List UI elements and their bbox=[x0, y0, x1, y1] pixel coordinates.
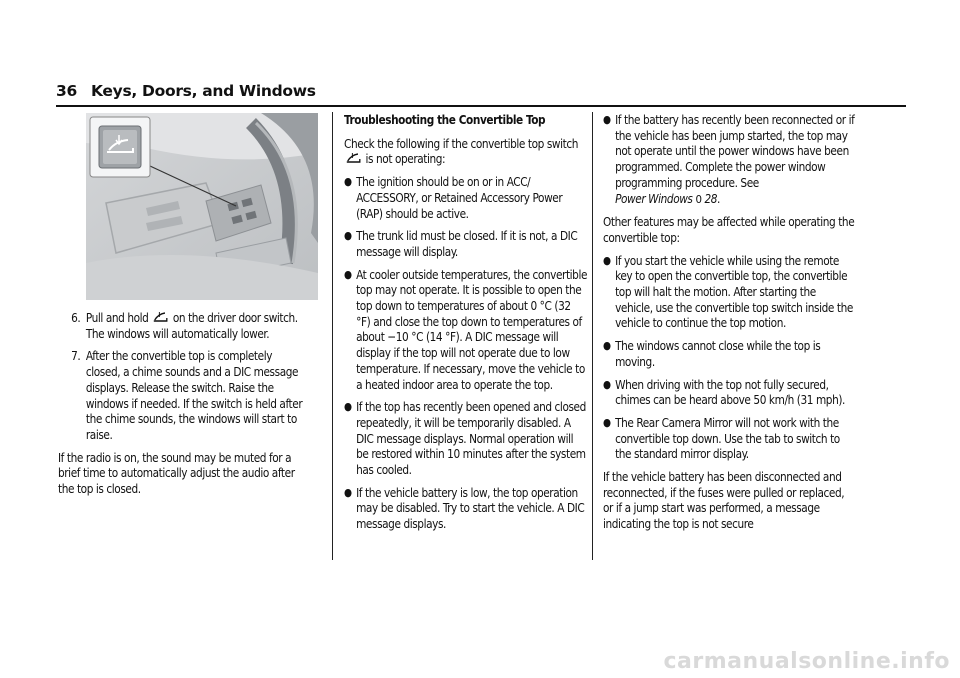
closing-paragraph: If the vehicle battery has been disconnected and reconnected, if the fuses were pulled or replaced, or if a jump start was performed, a message indicating the top is not secure bbox=[603, 469, 845, 532]
step-number: 7. bbox=[71, 348, 81, 364]
intro-text-before: Check the following if the convertible top switch bbox=[344, 135, 578, 151]
step-number: 6. bbox=[71, 310, 81, 325]
column-divider-left bbox=[332, 112, 333, 560]
header-rule bbox=[56, 105, 906, 107]
page-number: 36 bbox=[56, 82, 77, 100]
bullet-icon: ● bbox=[603, 339, 611, 353]
bullet-text: The windows cannot close while the top is moving. bbox=[615, 338, 821, 369]
bullet-icon: ● bbox=[603, 113, 611, 126]
bullet-item bbox=[344, 228, 588, 259]
intro-text-after: is not operating: bbox=[365, 151, 446, 167]
bullet-icon: ● bbox=[344, 400, 352, 414]
page-header bbox=[56, 82, 316, 100]
right-column bbox=[603, 112, 856, 539]
watermark: carmanualsonline.info bbox=[663, 649, 950, 674]
step-7 bbox=[58, 348, 305, 442]
convertible-top-icon bbox=[346, 152, 361, 164]
bullet-icon: ● bbox=[603, 415, 611, 429]
power-windows-link[interactable]: Power Windows bbox=[615, 190, 693, 206]
radio-note: If the radio is on, the sound may be muted for a brief time to automatically adjust the audio after the top is closed. bbox=[58, 449, 295, 497]
bullet-item bbox=[344, 267, 588, 393]
bullet-icon: ● bbox=[603, 377, 611, 391]
page-ref-arrow-icon: 0 bbox=[695, 192, 702, 206]
door-switch-illustration bbox=[86, 113, 318, 300]
bullet-text: If the top has recently been opened and closed repeatedly, it will be temporarily disabled. A DIC message displays. Normal operation will be restored within 10 minutes after the system has cooled. bbox=[356, 399, 586, 478]
bullet-item bbox=[603, 415, 856, 462]
page-ref-number[interactable]: 28 bbox=[704, 190, 718, 206]
bullet-icon: ● bbox=[344, 175, 352, 189]
bullet-text: If the battery has recently been reconnected or if the vehicle has been jump started, the top may not operate until the power windows have been programmed. Complete the power window programming procedure. See bbox=[615, 112, 855, 190]
bullet-icon: ● bbox=[344, 267, 352, 281]
bullet-item bbox=[344, 399, 588, 478]
troubleshooting-heading: Troubleshooting the Convertible Top bbox=[344, 112, 546, 127]
middle-column bbox=[344, 112, 588, 539]
bullet-item bbox=[344, 174, 588, 221]
bullet-text: At cooler outside temperatures, the convertible top may not operate. It is possible to open the top down to temperatures of about 0 °C (32 °F) and close the top down to temperatures of about −10 °C (14 °F). A DIC message will display if the top will not operate due to low temperature. If necessary, move the vehicle to a heated indoor area to operate the top. bbox=[356, 266, 588, 392]
step-text-before: Pull and hold bbox=[85, 310, 149, 325]
bullet-icon: ● bbox=[344, 485, 352, 499]
step-text: After the convertible top is completely closed, a chime sounds and a DIC message displays. Release the switch. Raise the windows if needed. If the switch is held after the chime sounds, the windows will start to raise. bbox=[85, 348, 303, 442]
section-title: Keys, Doors, and Windows bbox=[90, 82, 316, 100]
bullet-item bbox=[603, 377, 856, 408]
bullet-item bbox=[603, 338, 856, 369]
step-text-after: on the driver door switch. The windows will automatically lower. bbox=[85, 310, 298, 341]
bullet-text: The trunk lid must be closed. If it is not, a DIC message will display. bbox=[356, 228, 578, 259]
troubleshooting-intro bbox=[344, 136, 588, 167]
column-divider-right bbox=[592, 112, 593, 560]
bullet-text: The Rear Camera Mirror will not work with the convertible top down. Use the tab to switch to the standard mirror display. bbox=[615, 414, 840, 462]
bullet-text: If you start the vehicle while using the remote key to open the convertible top, the convertible top will halt the motion. After starting the vehicle, use the convertible top switch inside the vehicle to continue the top motion. bbox=[615, 252, 853, 331]
bullet-item bbox=[344, 485, 588, 532]
step-6 bbox=[58, 310, 305, 341]
convertible-top-icon bbox=[153, 311, 168, 323]
bullet-item bbox=[603, 112, 856, 207]
bullet-text: When driving with the top not fully secured, chimes can be heard above 50 km/h (31 mph). bbox=[615, 376, 845, 408]
left-column bbox=[58, 310, 305, 504]
bullet-text: If the vehicle battery is low, the top operation may be disabled. Try to start the vehicle. A DIC message displays. bbox=[356, 484, 585, 532]
bullet-item bbox=[603, 253, 856, 332]
bullet-icon: ● bbox=[603, 253, 611, 267]
bullet-text: The ignition should be on or in ACC/ ACCESSORY, or Retained Accessory Power (RAP) should be active. bbox=[356, 174, 563, 221]
bullet-icon: ● bbox=[344, 229, 352, 243]
sentence-end: . bbox=[717, 190, 720, 206]
other-features-intro: Other features may be affected while operating the convertible top: bbox=[603, 214, 855, 245]
